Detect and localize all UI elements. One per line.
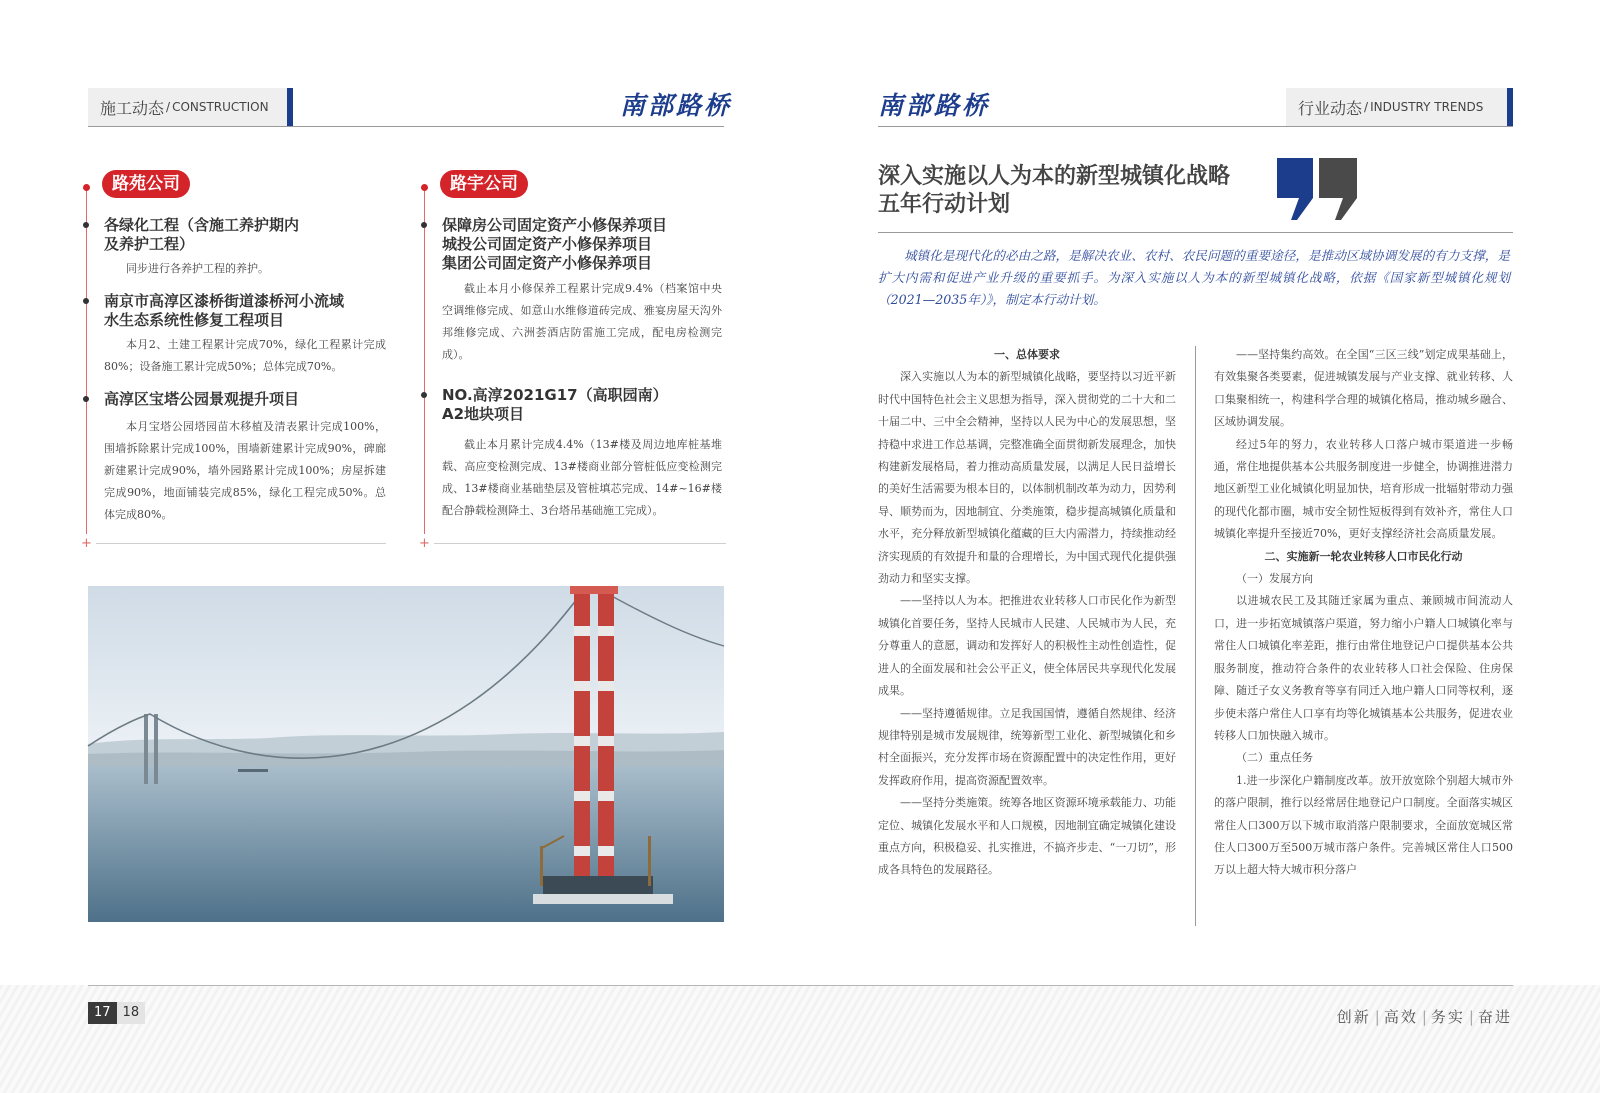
section-tab-construction (88, 88, 293, 126)
article-column-2 (1214, 344, 1513, 877)
section-separator: / (1364, 100, 1369, 114)
page-number-left: 17 (88, 1002, 117, 1024)
bullet-dot (83, 222, 89, 228)
article-intro: 城镇化是现代化的必由之路，是解决农业、农村、农民问题的重要途径，是推动区域协调发展的有力支撑，是扩大内需和促进产业升级的重要抓手。为深入实施以人为本的新型城镇化战略，依据《国家新型城镇化规划（2021—2035年）》，制定本行动计划。 (878, 248, 1510, 307)
page-number-right: 18 (117, 1002, 146, 1024)
quote-mark-icon (1275, 158, 1359, 220)
company-badge: 路苑公司 (102, 170, 190, 198)
footer-background (0, 985, 1600, 1093)
column-divider (1195, 346, 1196, 926)
brand-logo-left: 南部路桥 (620, 91, 733, 120)
paragraph: 1.进一步深化户籍制度改革。放开放宽除个别超大城市外的落户限制，推行以经常居住地登记户口制度。全面落实城区常住人口300万以下城市取消落户限制要求，全面放宽城区常住人口300万至500万城市落户条件。完善城区常住人口500万以上超大特大城市积分落户 (1214, 773, 1513, 877)
company-badge: 路宇公司 (440, 170, 528, 198)
timeline-dot (83, 184, 90, 191)
project-body: 本月宝塔公园塔园苗木移植及清表累计完成100%，围墙拆除累计完成100%，围墙新建累计完成90%，碑廊新建累计完成90%，墙外园路累计完成100%；房屋拆建完成90%，地面铺装完成85%，绿化工程完成50%。总体完成80%。 (104, 420, 386, 521)
paragraph: ——坚持集约高效。在全国“三区三线”划定成果基础上，有效集聚各类要素，促进城镇发展与产业支撑、就业转移、人口集聚相统一，构建科学合理的城镇化格局，推动城乡融合、区域协调发展。 (1214, 348, 1513, 429)
section-title-cn: 行业动态 (1298, 98, 1363, 118)
bridge-illustration (88, 586, 724, 922)
section-heading: 二、实施新一轮农业转移人口市民化行动 (1264, 549, 1463, 563)
bullet-dot (83, 298, 89, 304)
footer-rule (88, 985, 1513, 986)
bullet-dot (421, 392, 427, 398)
project-title: 高淳区宝塔公园景观提升项目 (104, 390, 300, 408)
paragraph: ——坚持以人为本。把推进农业转移人口市民化作为新型城镇化首要任务，坚持人民城市人民建、人民城市为人民，充分尊重人的意愿，调动和发挥好人的积极性主动性创造性，促进人的全面发展和社会公平正义，使全体居民共享现代化发展成果。 (878, 594, 1176, 698)
section-heading: 一、总体要求 (994, 348, 1060, 361)
footer-slogan: 创新 | 高效 | 务实 | 奋进 (1336, 1008, 1512, 1026)
section-separator: / (166, 100, 171, 114)
project-title: 保障房公司固定资产小修保养项目 城投公司固定资产小修保养项目 集团公司固定资产小修保养项目 (442, 216, 668, 272)
company-column-luyu: 路宇公司 保障房公司固定资产小修保养项目 城投公司固定资产小修保养项目 集团公司固定资产小修保养项目 截止本月小修保养工程累计完成9.4%（档案馆中央空调维修完成、如意山水维修道砖完成、雅宴房屋天沟外邦维修完成、六洲荟酒店防雷施工完成，配电房检测完成）。 NO.高淳2021G17（高职园南） A2地块项目 截止本月累计完成4.4%（13#楼及周边地库桩基堆载、高应变检测完成、13#楼商业部分管桩低应变检测完成、13#楼商业基础垫层及管桩填芯完成、14#~16#楼配合静载检测降土、3台塔吊基础施工完成）。 + (424, 170, 726, 548)
header-rule-right (878, 126, 1513, 127)
project-title: 各绿化工程（含施工养护期内 及养护工程） (104, 216, 300, 253)
project-body: 截止本月小修保养工程累计完成9.4%（档案馆中央空调维修完成、如意山水维修道砖完成、雅宴房屋天沟外邦维修完成、六洲荟酒店防雷施工完成，配电房检测完成）。 (442, 282, 722, 361)
project-body: 同步进行各养护工程的养护。 (126, 262, 269, 275)
paragraph: ——坚持遵循规律。立足我国国情，遵循自然规律、经济规律特别是城市发展规律，统筹新型工业化、新型城镇化和乡村全面振兴，充分发挥市场在资源配置中的决定性作用，更好发挥政府作用，提高资源配置效率。 (878, 706, 1176, 787)
article-column-1 (878, 344, 1176, 882)
project-body: 截止本月累计完成4.4%（13#楼及周边地库桩基堆载、高应变检测完成、13#楼商业部分管桩低应变检测完成、13#楼商业基础垫层及管桩填芯完成、14#~16#楼配合静载检测降土、3台塔吊基础施工完成）。 (442, 438, 722, 517)
section-tab-accent (287, 88, 293, 126)
paragraph: ——坚持分类施策。统筹各地区资源环境承载能力、功能定位、城镇化发展水平和人口规模，因地制宜确定城镇化建设重点方向，积极稳妥、扎实推进，不搞齐步走、“一刀切”，形成各具特色的发展路径。 (878, 796, 1176, 877)
section-title-en: INDUSTRY TRENDS (1370, 100, 1484, 114)
bullet-dot (83, 396, 89, 402)
subheading: （一）发展方向 (1236, 572, 1313, 586)
company-column-luyuan: 路苑公司 各绿化工程（含施工养护期内 及养护工程） 同步进行各养护工程的养护。 南京市高淳区漆桥街道漆桥河小流域 水生态系统性修复工程项目 本月2、土建工程累计完成70%，绿化工程累计完成80%；设备施工累计完成50%；总体完成70%。 高淳区宝塔公园景观提升项目 本月宝塔公园塔园苗木移植及清表累计完成100%，围墙拆除累计完成100%，围墙新建累计完成90%，碑廊新建累计完成90%，墙外园路累计完成100%；房屋拆建完成90%，地面铺装完成85%，绿化工程完成50%。总体完成80%。 + (86, 170, 386, 548)
project-body: 本月2、土建工程累计完成70%，绿化工程累计完成80%；设备施工累计完成50%；总体完成70%。 (104, 338, 386, 373)
section-tab-accent (1507, 88, 1513, 126)
subheading: （二）重点任务 (1236, 751, 1313, 765)
bullet-dot (421, 222, 427, 228)
title-rule (878, 232, 1513, 233)
paragraph: 以进城农民工及其随迁家属为重点、兼顾城市间流动人口，进一步拓宽城镇落户渠道，努力缩小户籍人口城镇化率与常住人口城镇化率差距，推行由常住地登记户口提供基本公共服务制度，推动符合条件的农业转移人口社会保险、住房保障、随迁子女义务教育等享有同迁入地户籍人口同等权利，逐步使未落户常住人口享有均等化城镇基本公共服务，促进农业转移人口加快融入城市。 (1214, 594, 1513, 742)
timeline-dot (421, 184, 428, 191)
header-rule-left (88, 126, 724, 127)
section-tab-industry (1286, 88, 1513, 126)
section-title-en: CONSTRUCTION (172, 100, 269, 114)
brand-logo-right: 南部路桥 (878, 91, 991, 120)
page-numbers (88, 1002, 145, 1024)
project-title: 南京市高淳区漆桥街道漆桥河小流域 水生态系统性修复工程项目 (104, 292, 345, 329)
article-title: 深入实施以人为本的新型城镇化战略 五年行动计划 (878, 163, 1231, 217)
paragraph: 经过5年的努力，农业转移人口落户城市渠道进一步畅通，常住地提供基本公共服务制度进一步健全，协调推进潜力地区新型工业化城镇化明显加快，培育形成一批辐射带动力强的现代化都市圈，城市安全韧性短板得到有效补齐，常住人口城镇化率提升至接近70%，更好支撑经济社会高质量发展。 (1214, 437, 1513, 541)
paragraph: 深入实施以人为本的新型城镇化战略，要坚持以习近平新时代中国特色社会主义思想为指导，深入贯彻党的二十大和二十届二中、三中全会精神，坚持以人民为中心的发展思想，坚持稳中求进工作总基调，完整准确全面贯彻新发展理念，加快构建新发展格局，着力推动高质量发展，以满足人民日益增长的美好生活需要为根本目的，以体制机制改革为动力，因势利导、顺势而为，因地制宜、分类施策，稳步提高城镇化质量和水平，充分释放新型城镇化蕴藏的巨大内需潜力，持续推动经济实现质的有效提升和量的合理增长，为中国式现代化提供强劲动力和坚实支撑。 (878, 370, 1176, 586)
bridge-photo (88, 586, 724, 922)
project-title: NO.高淳2021G17（高职园南） A2地块项目 (442, 386, 668, 423)
section-title-cn: 施工动态 (100, 98, 165, 118)
